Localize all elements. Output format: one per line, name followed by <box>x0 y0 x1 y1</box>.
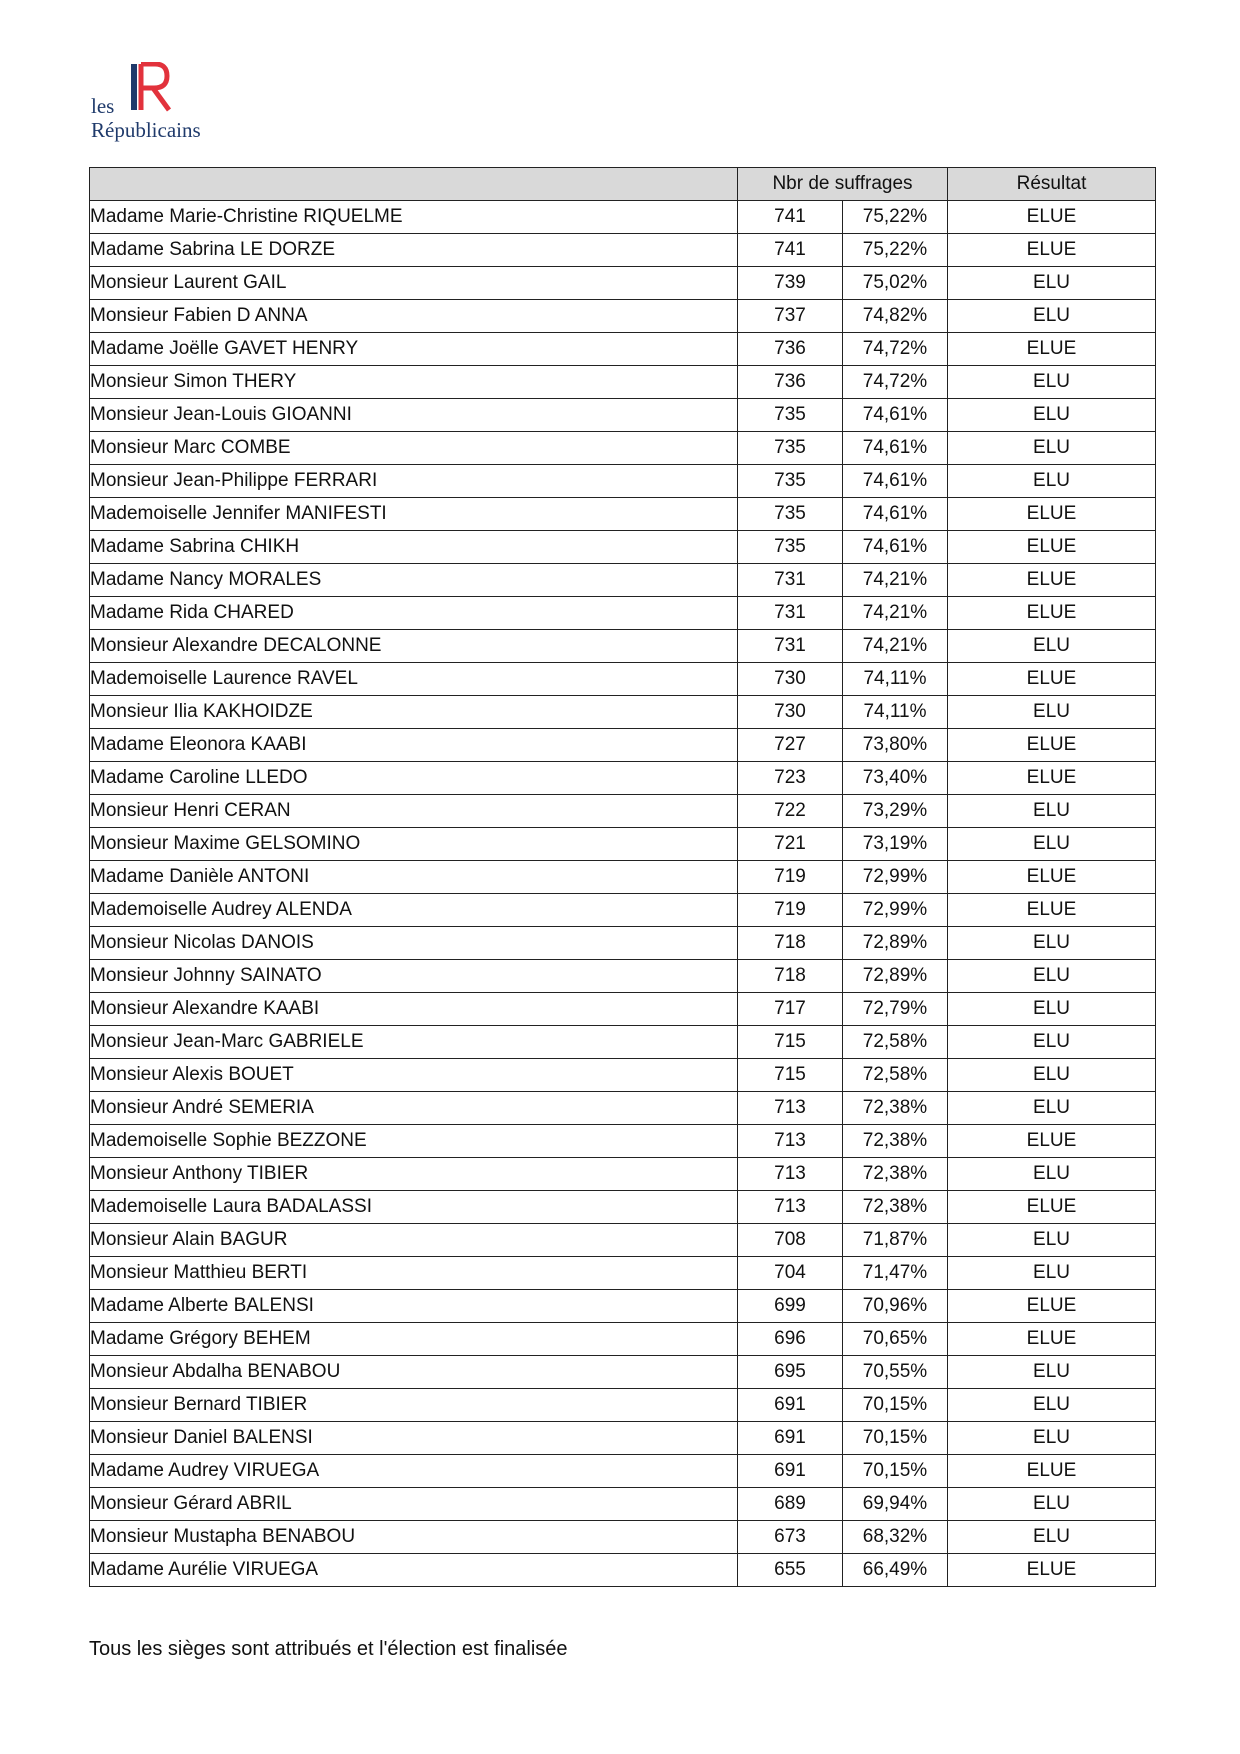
votes-percent-cell: 72,89% <box>843 960 948 993</box>
votes-count-cell: 715 <box>738 1059 843 1092</box>
result-cell: ELUE <box>948 597 1156 630</box>
candidate-name-cell: Madame Sabrina LE DORZE <box>90 234 738 267</box>
votes-count-cell: 689 <box>738 1488 843 1521</box>
votes-count-cell: 715 <box>738 1026 843 1059</box>
votes-count-cell: 713 <box>738 1158 843 1191</box>
logo-les-text: les <box>91 94 115 118</box>
table-row <box>90 1455 1156 1488</box>
result-cell: ELUE <box>948 894 1156 927</box>
votes-count-cell: 741 <box>738 201 843 234</box>
votes-count-cell: 691 <box>738 1389 843 1422</box>
table-row <box>90 927 1156 960</box>
votes-percent-cell: 74,11% <box>843 663 948 696</box>
result-cell: ELUE <box>948 531 1156 564</box>
lr-monogram-icon <box>129 62 175 112</box>
header-suffrages-column: Nbr de suffrages <box>738 168 948 201</box>
table-row <box>90 828 1156 861</box>
election-results-table <box>89 167 1156 1587</box>
table-row <box>90 267 1156 300</box>
votes-count-cell: 713 <box>738 1125 843 1158</box>
table-row <box>90 1554 1156 1587</box>
votes-count-cell: 691 <box>738 1455 843 1488</box>
table-row <box>90 1521 1156 1554</box>
header-name-column <box>90 168 738 201</box>
votes-percent-cell: 74,61% <box>843 531 948 564</box>
votes-count-cell: 731 <box>738 564 843 597</box>
result-cell: ELU <box>948 1224 1156 1257</box>
table-header-row <box>90 168 1156 201</box>
result-cell: ELUE <box>948 1191 1156 1224</box>
table-row <box>90 465 1156 498</box>
table-row <box>90 234 1156 267</box>
table-row <box>90 1092 1156 1125</box>
table-row <box>90 1488 1156 1521</box>
table-row <box>90 795 1156 828</box>
votes-percent-cell: 72,99% <box>843 861 948 894</box>
votes-percent-cell: 69,94% <box>843 1488 948 1521</box>
candidate-name-cell: Madame Alberte BALENSI <box>90 1290 738 1323</box>
votes-count-cell: 739 <box>738 267 843 300</box>
result-cell: ELU <box>948 1092 1156 1125</box>
votes-percent-cell: 72,58% <box>843 1026 948 1059</box>
votes-percent-cell: 74,72% <box>843 366 948 399</box>
votes-count-cell: 713 <box>738 1191 843 1224</box>
result-cell: ELU <box>948 1059 1156 1092</box>
result-cell: ELUE <box>948 762 1156 795</box>
votes-count-cell: 704 <box>738 1257 843 1290</box>
votes-percent-cell: 70,65% <box>843 1323 948 1356</box>
votes-count-cell: 730 <box>738 696 843 729</box>
result-cell: ELU <box>948 465 1156 498</box>
candidate-name-cell: Monsieur Mustapha BENABOU <box>90 1521 738 1554</box>
result-cell: ELU <box>948 993 1156 1026</box>
votes-percent-cell: 72,38% <box>843 1092 948 1125</box>
result-cell: ELU <box>948 927 1156 960</box>
result-cell: ELU <box>948 1389 1156 1422</box>
result-cell: ELUE <box>948 1455 1156 1488</box>
result-cell: ELU <box>948 1158 1156 1191</box>
candidate-name-cell: Madame Sabrina CHIKH <box>90 531 738 564</box>
votes-count-cell: 691 <box>738 1422 843 1455</box>
candidate-name-cell: Monsieur Gérard ABRIL <box>90 1488 738 1521</box>
result-cell: ELU <box>948 432 1156 465</box>
result-cell: ELUE <box>948 234 1156 267</box>
table-row <box>90 1290 1156 1323</box>
votes-percent-cell: 73,80% <box>843 729 948 762</box>
candidate-name-cell: Monsieur Fabien D ANNA <box>90 300 738 333</box>
candidate-name-cell: Monsieur Matthieu BERTI <box>90 1257 738 1290</box>
table-row <box>90 1158 1156 1191</box>
candidate-name-cell: Monsieur Maxime GELSOMINO <box>90 828 738 861</box>
result-cell: ELU <box>948 795 1156 828</box>
votes-count-cell: 735 <box>738 432 843 465</box>
candidate-name-cell: Mademoiselle Audrey ALENDA <box>90 894 738 927</box>
table-row <box>90 1356 1156 1389</box>
table-row <box>90 960 1156 993</box>
candidate-name-cell: Mademoiselle Laura BADALASSI <box>90 1191 738 1224</box>
votes-count-cell: 708 <box>738 1224 843 1257</box>
candidate-name-cell: Monsieur Henri CERAN <box>90 795 738 828</box>
votes-count-cell: 718 <box>738 927 843 960</box>
result-cell: ELUE <box>948 333 1156 366</box>
candidate-name-cell: Monsieur Jean-Marc GABRIELE <box>90 1026 738 1059</box>
candidate-name-cell: Monsieur Alexandre KAABI <box>90 993 738 1026</box>
votes-count-cell: 727 <box>738 729 843 762</box>
table-row <box>90 762 1156 795</box>
votes-percent-cell: 75,22% <box>843 201 948 234</box>
candidate-name-cell: Monsieur Anthony TIBIER <box>90 1158 738 1191</box>
votes-count-cell: 735 <box>738 498 843 531</box>
votes-percent-cell: 74,61% <box>843 498 948 531</box>
candidate-name-cell: Madame Nancy MORALES <box>90 564 738 597</box>
result-cell: ELU <box>948 630 1156 663</box>
table-row <box>90 663 1156 696</box>
votes-count-cell: 722 <box>738 795 843 828</box>
candidate-name-cell: Madame Rida CHARED <box>90 597 738 630</box>
header-resultat-column: Résultat <box>948 168 1156 201</box>
votes-count-cell: 718 <box>738 960 843 993</box>
votes-percent-cell: 74,61% <box>843 465 948 498</box>
result-cell: ELU <box>948 1521 1156 1554</box>
table-row <box>90 597 1156 630</box>
votes-percent-cell: 74,61% <box>843 432 948 465</box>
votes-count-cell: 717 <box>738 993 843 1026</box>
votes-percent-cell: 66,49% <box>843 1554 948 1587</box>
candidate-name-cell: Monsieur Alexandre DECALONNE <box>90 630 738 663</box>
candidate-name-cell: Mademoiselle Laurence RAVEL <box>90 663 738 696</box>
votes-count-cell: 713 <box>738 1092 843 1125</box>
votes-percent-cell: 74,72% <box>843 333 948 366</box>
candidate-name-cell: Madame Audrey VIRUEGA <box>90 1455 738 1488</box>
votes-percent-cell: 70,15% <box>843 1389 948 1422</box>
votes-count-cell: 655 <box>738 1554 843 1587</box>
table-row <box>90 993 1156 1026</box>
table-row <box>90 894 1156 927</box>
table-row <box>90 1389 1156 1422</box>
finalized-note: Tous les sièges sont attribués et l'élection est finalisée <box>89 1638 568 1660</box>
votes-percent-cell: 72,79% <box>843 993 948 1026</box>
votes-count-cell: 730 <box>738 663 843 696</box>
table-row <box>90 696 1156 729</box>
votes-percent-cell: 70,15% <box>843 1422 948 1455</box>
table-row <box>90 531 1156 564</box>
candidate-name-cell: Monsieur André SEMERIA <box>90 1092 738 1125</box>
candidate-name-cell: Monsieur Nicolas DANOIS <box>90 927 738 960</box>
votes-percent-cell: 70,96% <box>843 1290 948 1323</box>
result-cell: ELU <box>948 399 1156 432</box>
votes-percent-cell: 72,99% <box>843 894 948 927</box>
votes-count-cell: 673 <box>738 1521 843 1554</box>
result-cell: ELU <box>948 828 1156 861</box>
table-row <box>90 1026 1156 1059</box>
votes-percent-cell: 72,58% <box>843 1059 948 1092</box>
candidate-name-cell: Monsieur Johnny SAINATO <box>90 960 738 993</box>
votes-percent-cell: 72,38% <box>843 1158 948 1191</box>
result-cell: ELU <box>948 1488 1156 1521</box>
table-row <box>90 1125 1156 1158</box>
votes-count-cell: 735 <box>738 399 843 432</box>
result-cell: ELU <box>948 366 1156 399</box>
result-cell: ELUE <box>948 861 1156 894</box>
logo-name-text: Républicains <box>91 118 201 142</box>
votes-percent-cell: 75,22% <box>843 234 948 267</box>
result-cell: ELUE <box>948 1554 1156 1587</box>
candidate-name-cell: Monsieur Jean-Louis GIOANNI <box>90 399 738 432</box>
votes-count-cell: 736 <box>738 333 843 366</box>
table-row <box>90 333 1156 366</box>
candidate-name-cell: Monsieur Bernard TIBIER <box>90 1389 738 1422</box>
result-cell: ELU <box>948 1257 1156 1290</box>
votes-percent-cell: 74,82% <box>843 300 948 333</box>
votes-percent-cell: 74,21% <box>843 597 948 630</box>
table-row <box>90 399 1156 432</box>
candidate-name-cell: Madame Caroline LLEDO <box>90 762 738 795</box>
table-row <box>90 1224 1156 1257</box>
result-cell: ELUE <box>948 1290 1156 1323</box>
candidate-name-cell: Madame Aurélie VIRUEGA <box>90 1554 738 1587</box>
result-cell: ELU <box>948 300 1156 333</box>
votes-percent-cell: 68,32% <box>843 1521 948 1554</box>
candidate-name-cell: Madame Joëlle GAVET HENRY <box>90 333 738 366</box>
result-cell: ELUE <box>948 729 1156 762</box>
votes-percent-cell: 74,21% <box>843 630 948 663</box>
votes-count-cell: 731 <box>738 630 843 663</box>
candidate-name-cell: Monsieur Ilia KAKHOIDZE <box>90 696 738 729</box>
table-row <box>90 729 1156 762</box>
table-row <box>90 498 1156 531</box>
votes-count-cell: 737 <box>738 300 843 333</box>
votes-percent-cell: 72,89% <box>843 927 948 960</box>
votes-percent-cell: 72,38% <box>843 1191 948 1224</box>
votes-percent-cell: 71,87% <box>843 1224 948 1257</box>
votes-percent-cell: 74,61% <box>843 399 948 432</box>
result-cell: ELU <box>948 696 1156 729</box>
result-cell: ELUE <box>948 1125 1156 1158</box>
table-row <box>90 201 1156 234</box>
table-row <box>90 630 1156 663</box>
candidate-name-cell: Monsieur Alain BAGUR <box>90 1224 738 1257</box>
votes-count-cell: 723 <box>738 762 843 795</box>
votes-percent-cell: 75,02% <box>843 267 948 300</box>
votes-percent-cell: 73,40% <box>843 762 948 795</box>
candidate-name-cell: Madame Eleonora KAABI <box>90 729 738 762</box>
candidate-name-cell: Monsieur Daniel BALENSI <box>90 1422 738 1455</box>
result-cell: ELUE <box>948 201 1156 234</box>
votes-count-cell: 735 <box>738 465 843 498</box>
candidate-name-cell: Monsieur Abdalha BENABOU <box>90 1356 738 1389</box>
candidate-name-cell: Madame Danièle ANTONI <box>90 861 738 894</box>
candidate-name-cell: Monsieur Alexis BOUET <box>90 1059 738 1092</box>
votes-count-cell: 741 <box>738 234 843 267</box>
table-row <box>90 432 1156 465</box>
votes-count-cell: 699 <box>738 1290 843 1323</box>
votes-percent-cell: 74,11% <box>843 696 948 729</box>
votes-percent-cell: 73,29% <box>843 795 948 828</box>
les-republicains-logo <box>91 62 221 144</box>
result-cell: ELUE <box>948 1323 1156 1356</box>
table-row <box>90 1191 1156 1224</box>
candidate-name-cell: Monsieur Jean-Philippe FERRARI <box>90 465 738 498</box>
result-cell: ELUE <box>948 663 1156 696</box>
candidate-name-cell: Monsieur Marc COMBE <box>90 432 738 465</box>
votes-count-cell: 696 <box>738 1323 843 1356</box>
votes-count-cell: 721 <box>738 828 843 861</box>
result-cell: ELU <box>948 1422 1156 1455</box>
votes-percent-cell: 71,47% <box>843 1257 948 1290</box>
table-row <box>90 564 1156 597</box>
votes-count-cell: 731 <box>738 597 843 630</box>
candidate-name-cell: Madame Marie-Christine RIQUELME <box>90 201 738 234</box>
table-row <box>90 861 1156 894</box>
result-cell: ELU <box>948 1026 1156 1059</box>
candidate-name-cell: Monsieur Simon THERY <box>90 366 738 399</box>
votes-count-cell: 735 <box>738 531 843 564</box>
result-cell: ELUE <box>948 564 1156 597</box>
candidate-name-cell: Madame Grégory BEHEM <box>90 1323 738 1356</box>
candidate-name-cell: Monsieur Laurent GAIL <box>90 267 738 300</box>
table-row <box>90 366 1156 399</box>
votes-count-cell: 736 <box>738 366 843 399</box>
table-row <box>90 1323 1156 1356</box>
votes-count-cell: 695 <box>738 1356 843 1389</box>
table-row <box>90 1257 1156 1290</box>
result-cell: ELU <box>948 1356 1156 1389</box>
votes-count-cell: 719 <box>738 894 843 927</box>
votes-percent-cell: 74,21% <box>843 564 948 597</box>
votes-percent-cell: 70,55% <box>843 1356 948 1389</box>
votes-count-cell: 719 <box>738 861 843 894</box>
votes-percent-cell: 70,15% <box>843 1455 948 1488</box>
table-row <box>90 1059 1156 1092</box>
votes-percent-cell: 72,38% <box>843 1125 948 1158</box>
candidate-name-cell: Mademoiselle Sophie BEZZONE <box>90 1125 738 1158</box>
candidate-name-cell: Mademoiselle Jennifer MANIFESTI <box>90 498 738 531</box>
votes-percent-cell: 73,19% <box>843 828 948 861</box>
result-cell: ELUE <box>948 498 1156 531</box>
result-cell: ELU <box>948 960 1156 993</box>
table-row <box>90 300 1156 333</box>
result-cell: ELU <box>948 267 1156 300</box>
table-row <box>90 1422 1156 1455</box>
